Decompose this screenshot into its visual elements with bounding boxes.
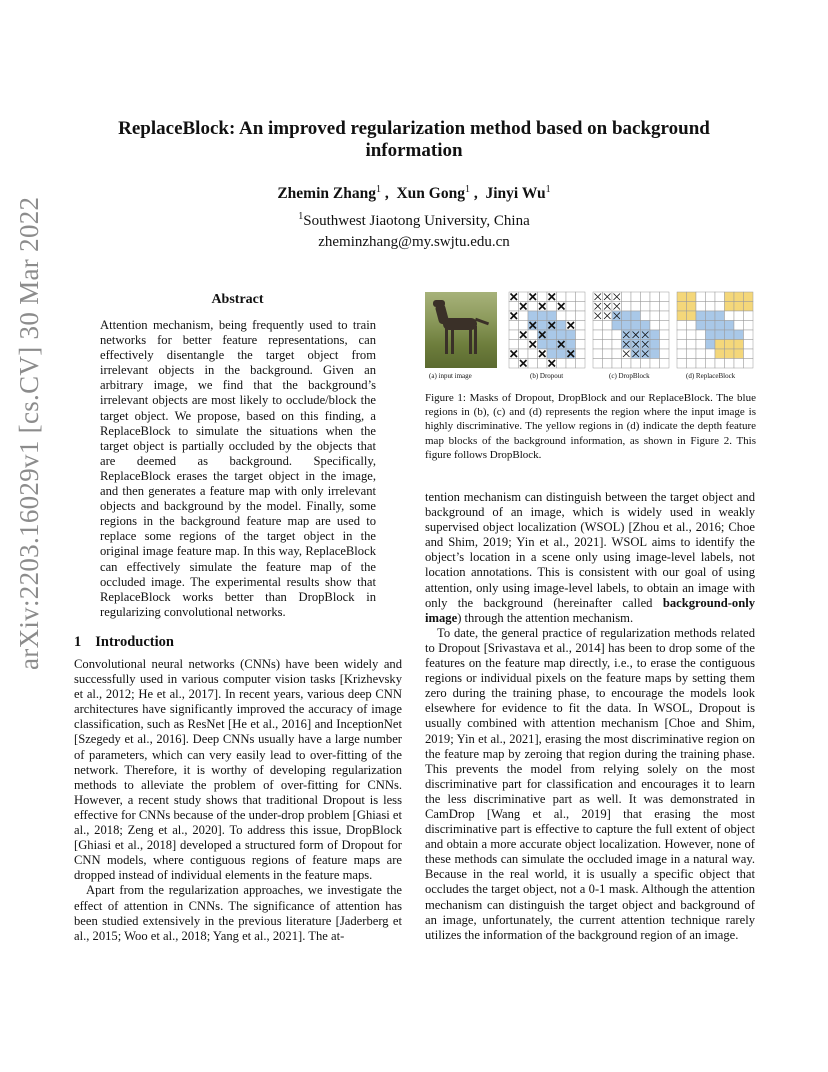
grid-cell: [622, 359, 632, 369]
grid-cell: [734, 311, 744, 321]
grid-cell: [528, 349, 538, 359]
grid-cell: [566, 340, 576, 350]
grid-cell: [677, 340, 687, 350]
grid-cell: [547, 340, 557, 350]
grid-cell: [715, 311, 725, 321]
right-paragraph-2: To date, the general practice of regularization methods related to Dropout [Srivastava et al., 2014] has been to drop some of the features on the feature map directly, i.e., to erase the contiguous regions or individual pixels on the feature maps by setting them zero during the training phase, to encourage the models look elsewhere for evidence to fit the data. In WSOL, Dropout is usually combined with attention mechanism [Choe and Shim, 2019; Yin et al., 2021], erasing the most discriminative region on the feature map by zeroing that region during the training phase. This prevents the model from relying solely on the most discriminative part for classification and encourages it to learn the less discriminative part as well. It was demonstrated in CamDrop [Wang et al., 2019] that erasing the most discriminative part is effective to capture the full extent of object and obtain a more accurate object localization. However, none of these methods can simulate the occluded image in a natural way. Because in the real world, it is usually a specific object that occludes the target object, not a 0-1 mask. Although the attention mechanism can distinguish the target object and background of an image, unfortunately, the current attention technique rarely utilizes the information of the background region of an image.: [425, 625, 755, 942]
grid-cell: [687, 302, 697, 312]
grid-cell: [538, 292, 548, 302]
grid-cell: [557, 349, 567, 359]
grid-cell: [566, 311, 576, 321]
grid-cell: [725, 330, 735, 340]
grid-cell: [612, 330, 622, 340]
abstract-text: Attention mechanism, being frequently used to train networks for better feature representations, can effectively disentangle the target object from irrelevant objects in the background. Given an arbitrary image, we find that the background’s irrelevant objects are most likely to occlude/block the target object. We propose, based on this finding, a ReplaceBlock to simulate the situations when the target object is partially occluded by the objects that are deemed as background. Specifically, ReplaceBlock erases the target object in the image, and then generates a feature map with only irrelevant objects and background by the model. Finally, some regions in the background feature map are used to replace some regions of the target object in the original image feature map. In this way, ReplaceBlock can effectively simulate the feature map of the occluded image. The experimental results show that ReplaceBlock works better than DropBlock in regularizing convolutional networks.: [100, 318, 376, 619]
grid-cell: [687, 349, 697, 359]
grid-cell: [641, 321, 651, 331]
grid-cell: [576, 330, 586, 340]
grid-cell: [612, 321, 622, 331]
label-dropblock: (c) DropBlock: [609, 372, 650, 380]
grid-cell: [725, 321, 735, 331]
grid-cell: [715, 340, 725, 350]
grid-cell: [706, 302, 716, 312]
grid-cell: [650, 302, 660, 312]
grid-cell: [509, 359, 519, 369]
grid-cell: [528, 311, 538, 321]
grid-cell: [687, 340, 697, 350]
right-column-body: [425, 490, 755, 943]
figure-1: [425, 290, 755, 384]
grid-cell: [706, 292, 716, 302]
grid-cell: [622, 321, 632, 331]
grid-cell: [538, 340, 548, 350]
label-replaceblock: (d) ReplaceBlock: [686, 372, 736, 380]
grid-cell: [725, 359, 735, 369]
grid-cell: [576, 292, 586, 302]
grid-cell: [631, 292, 641, 302]
abstract-body: [100, 318, 376, 620]
intro-body: [74, 657, 402, 944]
grid-cell: [696, 340, 706, 350]
grid-cell: [509, 302, 519, 312]
author-sup: 1: [375, 184, 381, 195]
grid-cell: [715, 321, 725, 331]
grid-cell: [566, 330, 576, 340]
grid-cell: [677, 302, 687, 312]
affiliation-sup: 1: [298, 211, 304, 222]
author-list: Zhemin Zhang$^1$ , Xun Gong$^1$ , Jinyi Wu$^1$: [277, 184, 551, 203]
title-line-1: ReplaceBlock: An improved regularization method based on background: [118, 118, 710, 139]
grid-cell: [519, 349, 529, 359]
section-title: Introduction: [95, 634, 174, 650]
right-p1-text: tention mechanism can distinguish between the target object and background of an image, which is widely used in weakly supervised object localization (WSOL) [Zhou et al., 2016; Choe and Shim, 2019; Yin et al., 2021]. WSOL aims to identify the object’s location in a scene only using image-level labels, not location annotations. This is consistent with our goal of using attention, only using image-level labels, to obtain an image with only the background (hereinafter called: [425, 490, 755, 610]
section-number: 1: [74, 634, 82, 650]
grid-cell: [687, 311, 697, 321]
grid-cell: [660, 340, 670, 350]
grid-cell: [538, 311, 548, 321]
grid-cell: [744, 311, 754, 321]
grid-cell: [557, 292, 567, 302]
grid-cell: [696, 292, 706, 302]
grid-cell: [612, 359, 622, 369]
grid-cell: [538, 359, 548, 369]
right-p1-tail: ) through the attention mechanism.: [457, 610, 634, 625]
grid-cell: [566, 302, 576, 312]
grid-cell: [576, 311, 586, 321]
grid-cell: [509, 321, 519, 331]
grid-cell: [576, 349, 586, 359]
grid-cell: [509, 340, 519, 350]
grid-cell: [566, 359, 576, 369]
grid-cell: [603, 349, 613, 359]
author-sup: 1: [464, 184, 470, 195]
grid-cell: [725, 292, 735, 302]
grid-cell: [557, 321, 567, 331]
grid-cell: [660, 292, 670, 302]
grid-cell: [603, 359, 613, 369]
grid-cell: [725, 302, 735, 312]
grid-cell: [706, 311, 716, 321]
grid-cell: [593, 330, 603, 340]
grid-cell: [706, 330, 716, 340]
grid-cell: [547, 330, 557, 340]
grid-cell: [603, 340, 613, 350]
grid-cell: [660, 359, 670, 369]
intro-paragraph-2: Apart from the regularization approaches, we investigate the effect of attention in CNNs. The significance of attention has been studied extensively in the previous literature [Jaderberg et al., 2015; Woo et al., 2018; Yang et al., 2021]. The at-: [74, 883, 402, 943]
grid-cell: [557, 359, 567, 369]
grid-cell: [519, 311, 529, 321]
grid-cell: [677, 330, 687, 340]
author-sup: 1: [545, 184, 551, 195]
grid-cell: [650, 359, 660, 369]
grid-cell: [734, 330, 744, 340]
grid-cell: [677, 311, 687, 321]
grid-cell: [641, 359, 651, 369]
grid-cell: [528, 302, 538, 312]
grid-cell: [715, 292, 725, 302]
grid-cell: [631, 311, 641, 321]
grid-cell: [576, 340, 586, 350]
grid-cell: [519, 321, 529, 331]
grid-cell: [660, 321, 670, 331]
grid-cell: [715, 330, 725, 340]
label-input-image: (a) input image: [429, 372, 472, 380]
grid-cell: [725, 340, 735, 350]
grid-cell: [706, 321, 716, 331]
grid-cell: [519, 340, 529, 350]
grid-cell: [557, 330, 567, 340]
grid-cell: [650, 330, 660, 340]
grid-cell: [650, 321, 660, 331]
figure-caption: Figure 1: Masks of Dropout, DropBlock and our ReplaceBlock. The blue regions in (b), (c) and (d) represents the region where the input image is highly discriminative. The yellow regions in (d) indicate the depth feature map blocks of the background information, as shown in Figure 2. This figure follows DropBlock.: [425, 392, 756, 461]
grid-cell: [715, 349, 725, 359]
grid-cell: [715, 359, 725, 369]
grid-cell: [650, 292, 660, 302]
author-name: Zhemin Zhang: [277, 185, 376, 203]
grid-cell: [538, 321, 548, 331]
grid-cell: [744, 321, 754, 331]
grid-cell: [631, 359, 641, 369]
grid-cell: [706, 359, 716, 369]
grid-cell: [696, 311, 706, 321]
grid-cell: [734, 349, 744, 359]
grid-cell: [677, 321, 687, 331]
grid-cell: [696, 349, 706, 359]
grid-cell: [576, 359, 586, 369]
grid-cell: [706, 349, 716, 359]
grid-cell: [744, 340, 754, 350]
grid-cell: [660, 311, 670, 321]
grid-cell: [593, 359, 603, 369]
grid-cell: [687, 321, 697, 331]
grid-cell: [660, 349, 670, 359]
grid-cell: [557, 311, 567, 321]
grid-cell: [528, 330, 538, 340]
grid-cell: [519, 292, 529, 302]
grid-cell: [622, 302, 632, 312]
grid-cell: [641, 292, 651, 302]
grid-cell: [696, 330, 706, 340]
email: zheminzhang@my.swjtu.edu.cn: [318, 234, 510, 250]
grid-cell: [660, 302, 670, 312]
grid-cell: [650, 349, 660, 359]
grid-cell: [744, 292, 754, 302]
grid-cell: [603, 330, 613, 340]
grid-cell: [576, 321, 586, 331]
grid-cell: [734, 321, 744, 331]
grid-cell: [593, 321, 603, 331]
grid-cell: [734, 359, 744, 369]
grid-cell: [603, 321, 613, 331]
grid-cell: [593, 349, 603, 359]
grid-cell: [631, 321, 641, 331]
grid-cell: [528, 359, 538, 369]
grid-cell: [641, 311, 651, 321]
grid-cell: [744, 302, 754, 312]
grid-cell: [744, 349, 754, 359]
grid-cell: [687, 292, 697, 302]
grid-cell: [677, 292, 687, 302]
right-paragraph-1: [425, 490, 755, 626]
arxiv-side-label: arXiv:2203.16029v1 [cs.CV] 30 Mar 2022: [14, 196, 44, 670]
grid-cell: [744, 359, 754, 369]
affiliation: Southwest Jiaotong University, China: [303, 213, 530, 229]
grid-cell: [696, 302, 706, 312]
grid-cell: [576, 302, 586, 312]
author-name: Xun Gong: [396, 185, 465, 203]
grid-cell: [715, 302, 725, 312]
grid-cell: [696, 359, 706, 369]
grid-cell: [547, 302, 557, 312]
title-line-2: information: [365, 140, 463, 161]
grid-cell: [677, 349, 687, 359]
grid-cell: [696, 321, 706, 331]
right-p1-bold: background-only image: [425, 595, 755, 625]
affiliation-block: [90, 206, 738, 253]
mask-grids: [425, 290, 755, 370]
grid-cell: [612, 340, 622, 350]
grid-cell: [509, 330, 519, 340]
label-dropout: (b) Dropout: [530, 372, 564, 380]
grid-cell: [650, 340, 660, 350]
grid-cell: [734, 302, 744, 312]
grid-cell: [547, 311, 557, 321]
grid-cell: [612, 349, 622, 359]
grid-cell: [650, 311, 660, 321]
grid-cell: [687, 330, 697, 340]
grid-cell: [622, 292, 632, 302]
grid-cell: [734, 340, 744, 350]
abstract-title: Abstract: [211, 292, 264, 307]
grid-cell: [725, 311, 735, 321]
author-name: Jinyi Wu: [485, 185, 546, 203]
grid-cell: [677, 359, 687, 369]
intro-paragraph-1: Convolutional neural networks (CNNs) have been widely and successfully used in various computer vision tasks [Krizhevsky et al., 2012; He et al., 2017]. In recent years, various deep CNN architectures have significantly improved the accuracy of image classification, such as ResNet [He et al., 2016] and InceptionNet [Szegedy et al., 2016]. Deep CNNs usually have a large number of parameters, which can very easily lead to over-fitting of the network. Therefore, it is worthy of developing regularization methods to alleviate the problem of over-fitting for CNNs. However, a recent study shows that traditional Dropout is less effective for CNNs because of the under-drop problem [Ghiasi et al., 2018; Zeng et al., 2020]. To address this issue, DropBlock [Ghiasi et al., 2018] developed a structured form of Dropout for CNN models, where contiguous regions of feature maps are dropped instead of individual elements in the feature maps.: [74, 657, 402, 883]
grid-cell: [631, 302, 641, 312]
grid-cell: [744, 330, 754, 340]
grid-cell: [641, 302, 651, 312]
grid-cell: [734, 292, 744, 302]
grid-cell: [547, 349, 557, 359]
grid-cell: [725, 349, 735, 359]
grid-cell: [687, 359, 697, 369]
grid-cell: [566, 292, 576, 302]
grid-cell: [593, 340, 603, 350]
grid-cell: [706, 340, 716, 350]
grid-cell: [622, 311, 632, 321]
section-heading: [74, 634, 174, 651]
paper-title: [90, 118, 738, 162]
grid-cell: [660, 330, 670, 340]
